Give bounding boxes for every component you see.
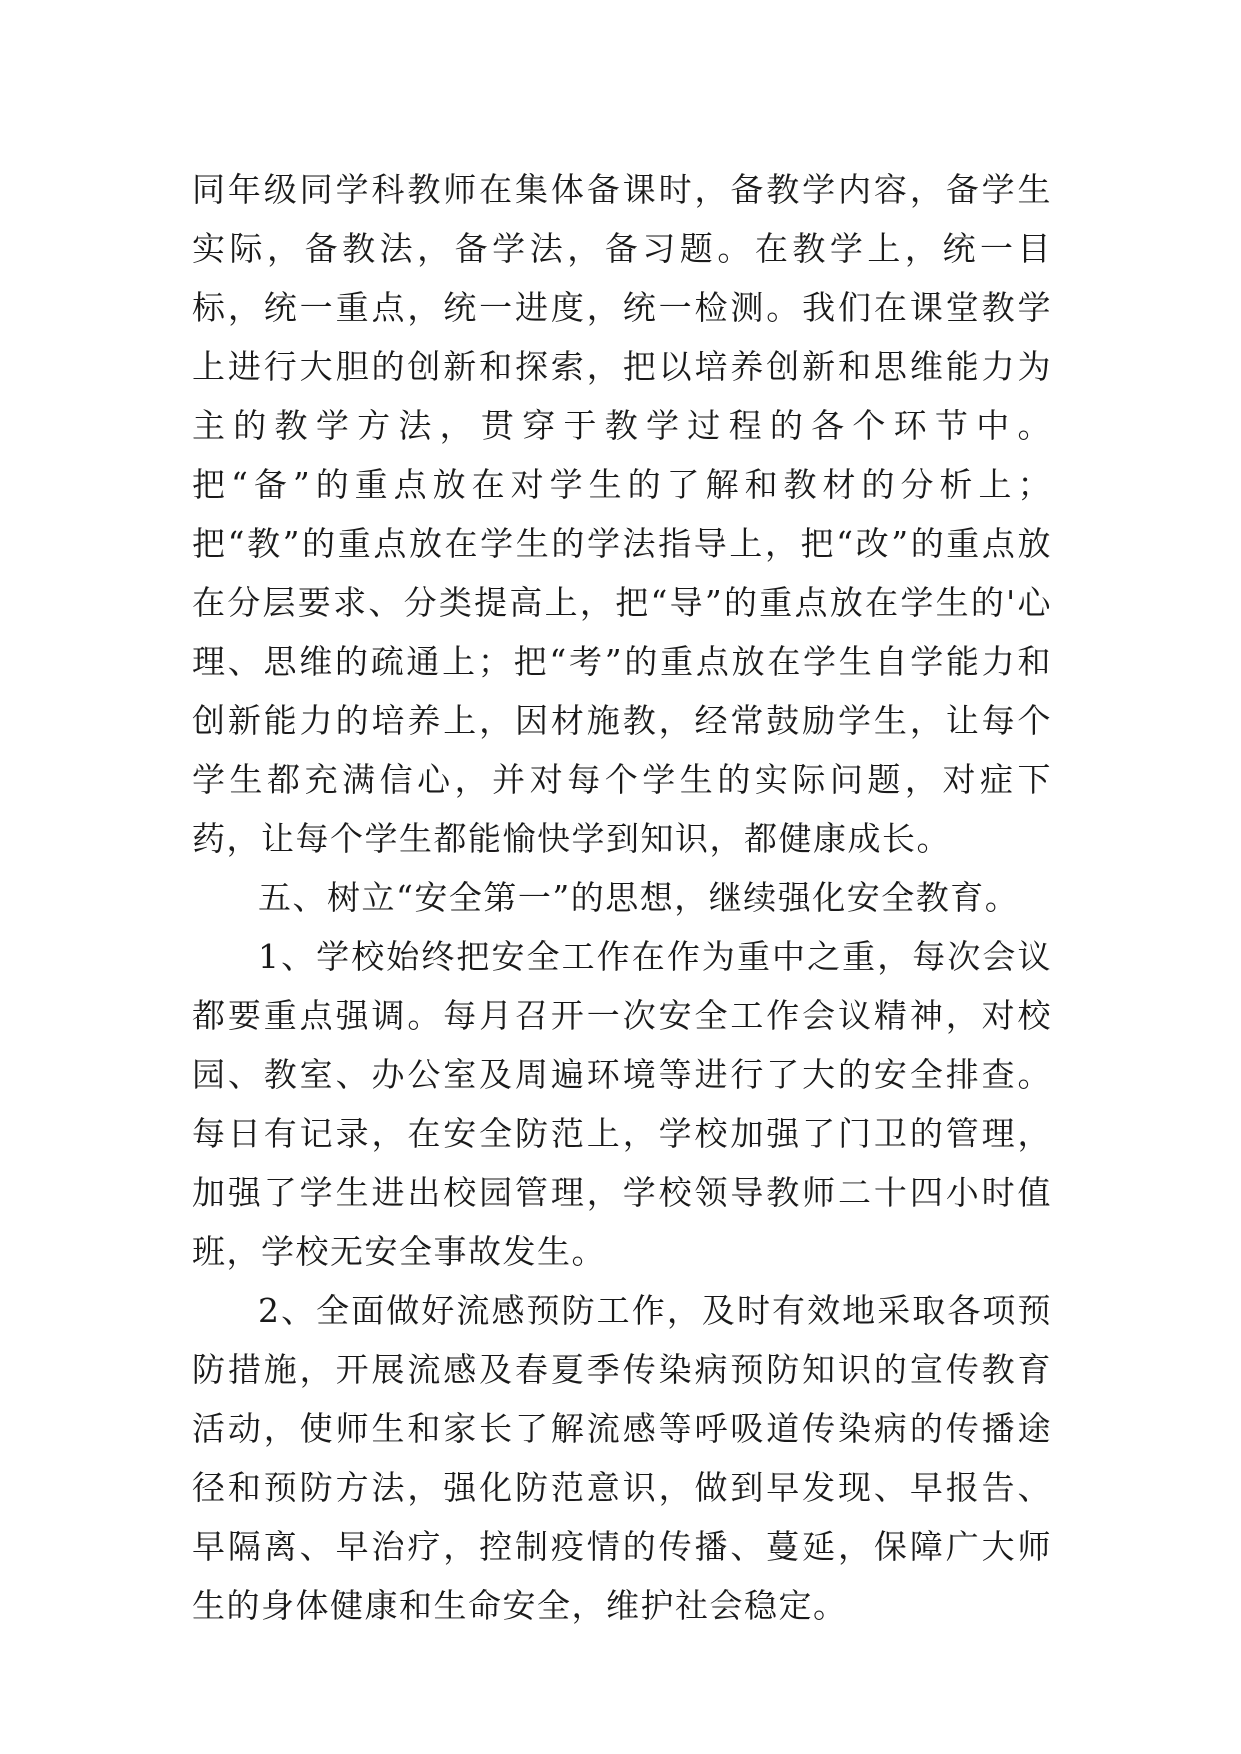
paragraph-1: 同年级同学科教师在集体备课时，备教学内容，备学生实际，备教法，备学法，备习题。在教学上，统一目标，统一重点，统一进度，统一检测。我们在课堂教学上进行大胆的创新和探索，把以培养创新和思维能力为主的教学方法，贯穿于教学过程的各个环节中。把“备”的重点放在对学生的了解和教材的分析上；把“教”的重点放在学生的学法指导上，把“改”的重点放在分层要求、分类提高上，把“导”的重点放在学生的'心理、思维的疏通上；把“考”的重点放在学生自学能力和创新能力的培养上，因材施教，经常鼓励学生，让每个学生都充满信心，并对每个学生的实际问题，对症下药，让每个学生都能愉快学到知识，都健康成长。 (192, 170, 1052, 858)
body-text (192, 160, 1052, 1635)
section-heading-5: 五、树立“安全第一”的思想，继续强化安全教育。 (258, 878, 1020, 917)
paragraph-item-1: 1、学校始终把安全工作在作为重中之重，每次会议都要重点强调。每月召开一次安全工作会议精神，对校园、教室、办公室及周遍环境等进行了大的安全排查。每日有记录，在安全防范上，学校加强了门卫的管理，加强了学生进出校园管理，学校领导教师二十四小时值班，学校无安全事故发生。 (192, 937, 1052, 1271)
paragraph-item-2: 2、全面做好流感预防工作，及时有效地采取各项预防措施，开展流感及春夏季传染病预防知识的宣传教育活动，使师生和家长了解流感等呼吸道传染病的传播途径和预防方法，强化防范意识，做到早发现、早报告、早隔离、早治疗，控制疫情的传播、蔓延，保障广大师生的身体健康和生命安全，维护社会稳定。 (192, 1291, 1052, 1625)
